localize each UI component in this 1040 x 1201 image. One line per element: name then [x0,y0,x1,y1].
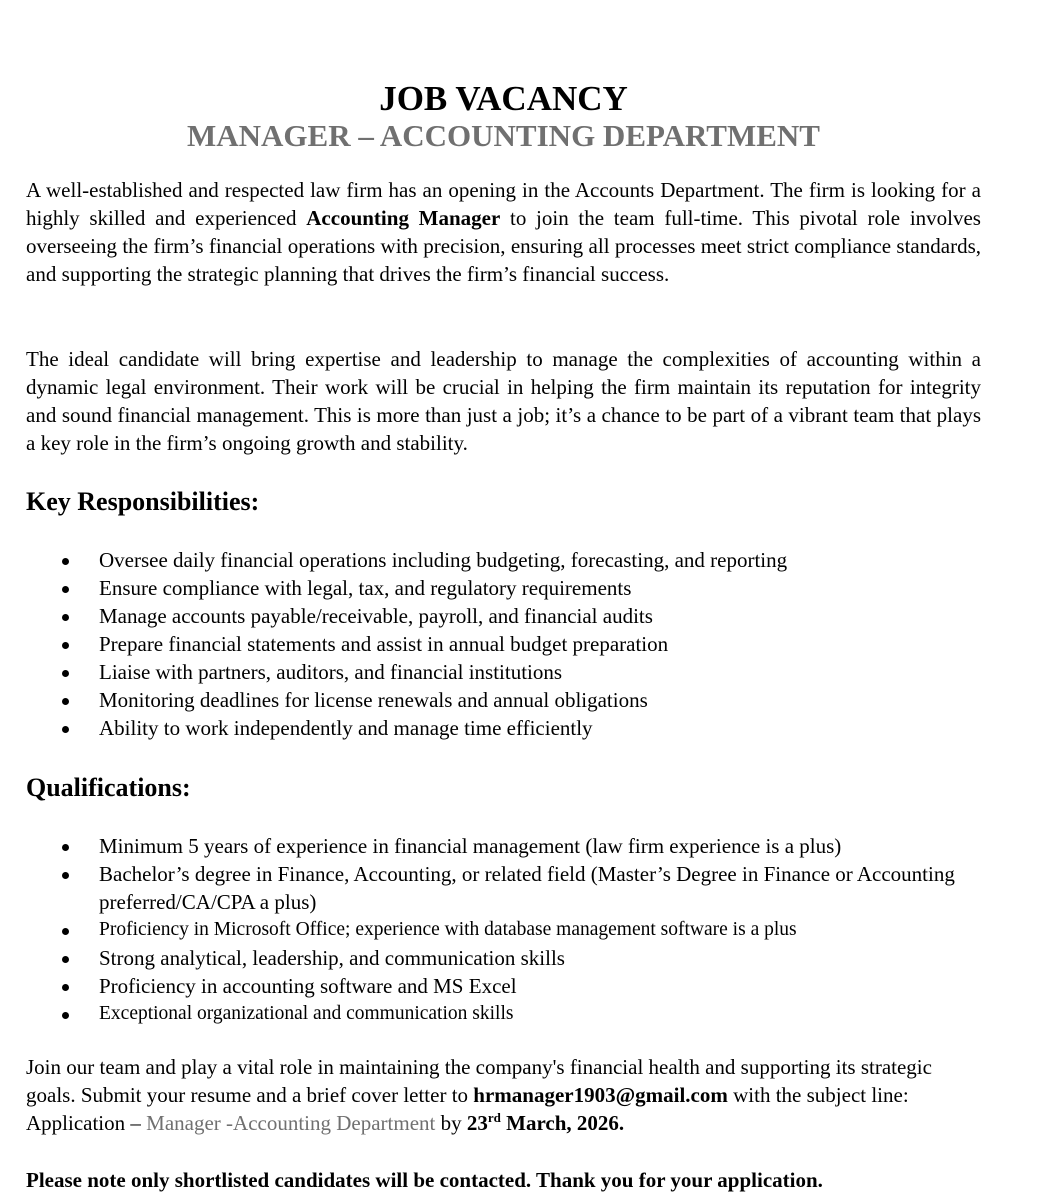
bullet-icon [62,670,69,677]
bullet-icon [62,956,69,963]
application-instructions: Join our team and play a vital role in maintaining the company's financial health and supporting its strategic goals. Submit your resume and a brief cover letter to hrmanager1903@gmail.com with the subject line: Application – Manager -Accounting Department by 23rd March, 2026. [26,1055,932,1135]
bullet-icon [62,698,69,705]
list-item: Proficiency in Microsoft Office; experience with database management software is a plus [26,916,981,944]
page-subtitle: MANAGER – ACCOUNTING DEPARTMENT [187,118,820,153]
list-item: Manage accounts payable/receivable, payroll, and financial audits [26,602,981,630]
list-item: Ensure compliance with legal, tax, and regulatory requirements [26,574,981,602]
job-title-emphasis: Accounting Manager [306,206,501,230]
bullet-icon [62,872,69,879]
intro-paragraph-2: The ideal candidate will bring expertise and leadership to manage the complexities of accounting within a dynamic legal environment. Their work will be crucial in helping the firm maintain its reputation for integrity and sound financial management. This is more than just a job; it’s a chance to be part of a vibrant team that plays a key role in the firm’s ongoing growth and stability. [26,347,981,455]
qualifications-heading: Qualifications: [26,773,191,802]
list-item: Ability to work independently and manage time efficiently [26,714,981,742]
bullet-icon [62,984,69,991]
bullet-icon [62,1012,69,1019]
bullet-icon [62,586,69,593]
list-item: Exceptional organizational and communication skills [26,1000,981,1028]
intro-paragraph-1 [26,176,981,288]
list-item: Bachelor’s degree in Finance, Accounting, or related field (Master’s Degree in Finance or Accounting preferred/CA/CPA a plus) [26,860,981,916]
bullet-icon [62,642,69,649]
bullet-icon [62,928,69,935]
intro-text-b: to join the team full-time. This pivotal role involves overseeing the firm’s financial operations with precision, ensuring all processes meet strict compliance standards, and supporting the strategic planning that drives the firm’s financial success. [26,206,981,286]
intro-text-a: A well-established and respected law firm has an opening in the Accounts Department. The firm is looking for a highly skilled and experienced [26,178,981,230]
application-deadline: 23rd March, 2026. [466,1110,625,1135]
bullet-icon [62,614,69,621]
list-item: Liaise with partners, auditors, and financial institutions [26,658,981,686]
responsibilities-heading: Key Responsibilities: [26,487,260,516]
list-item: Oversee daily financial operations including budgeting, forecasting, and reporting [26,546,981,574]
bullet-icon [62,844,69,851]
list-item: Strong analytical, leadership, and communication skills [26,944,981,972]
list-item: Monitoring deadlines for license renewals and annual obligations [26,686,981,714]
responsibilities-list [26,546,981,742]
subject-line: Manager -Accounting Department [146,1111,436,1135]
contact-email: hrmanager1903@gmail.com [473,1083,728,1107]
closing-note: Please note only shortlisted candidates will be contacted. Thank you for your application. [26,1168,823,1192]
list-item: Minimum 5 years of experience in financial management (law firm experience is a plus) [26,832,981,860]
page-title: JOB VACANCY [379,79,628,118]
list-item: Prepare financial statements and assist in annual budget preparation [26,630,981,658]
bullet-icon [62,726,69,733]
qualifications-list [26,832,981,1028]
bullet-icon [62,558,69,565]
list-item: Proficiency in accounting software and MS Excel [26,972,981,1000]
